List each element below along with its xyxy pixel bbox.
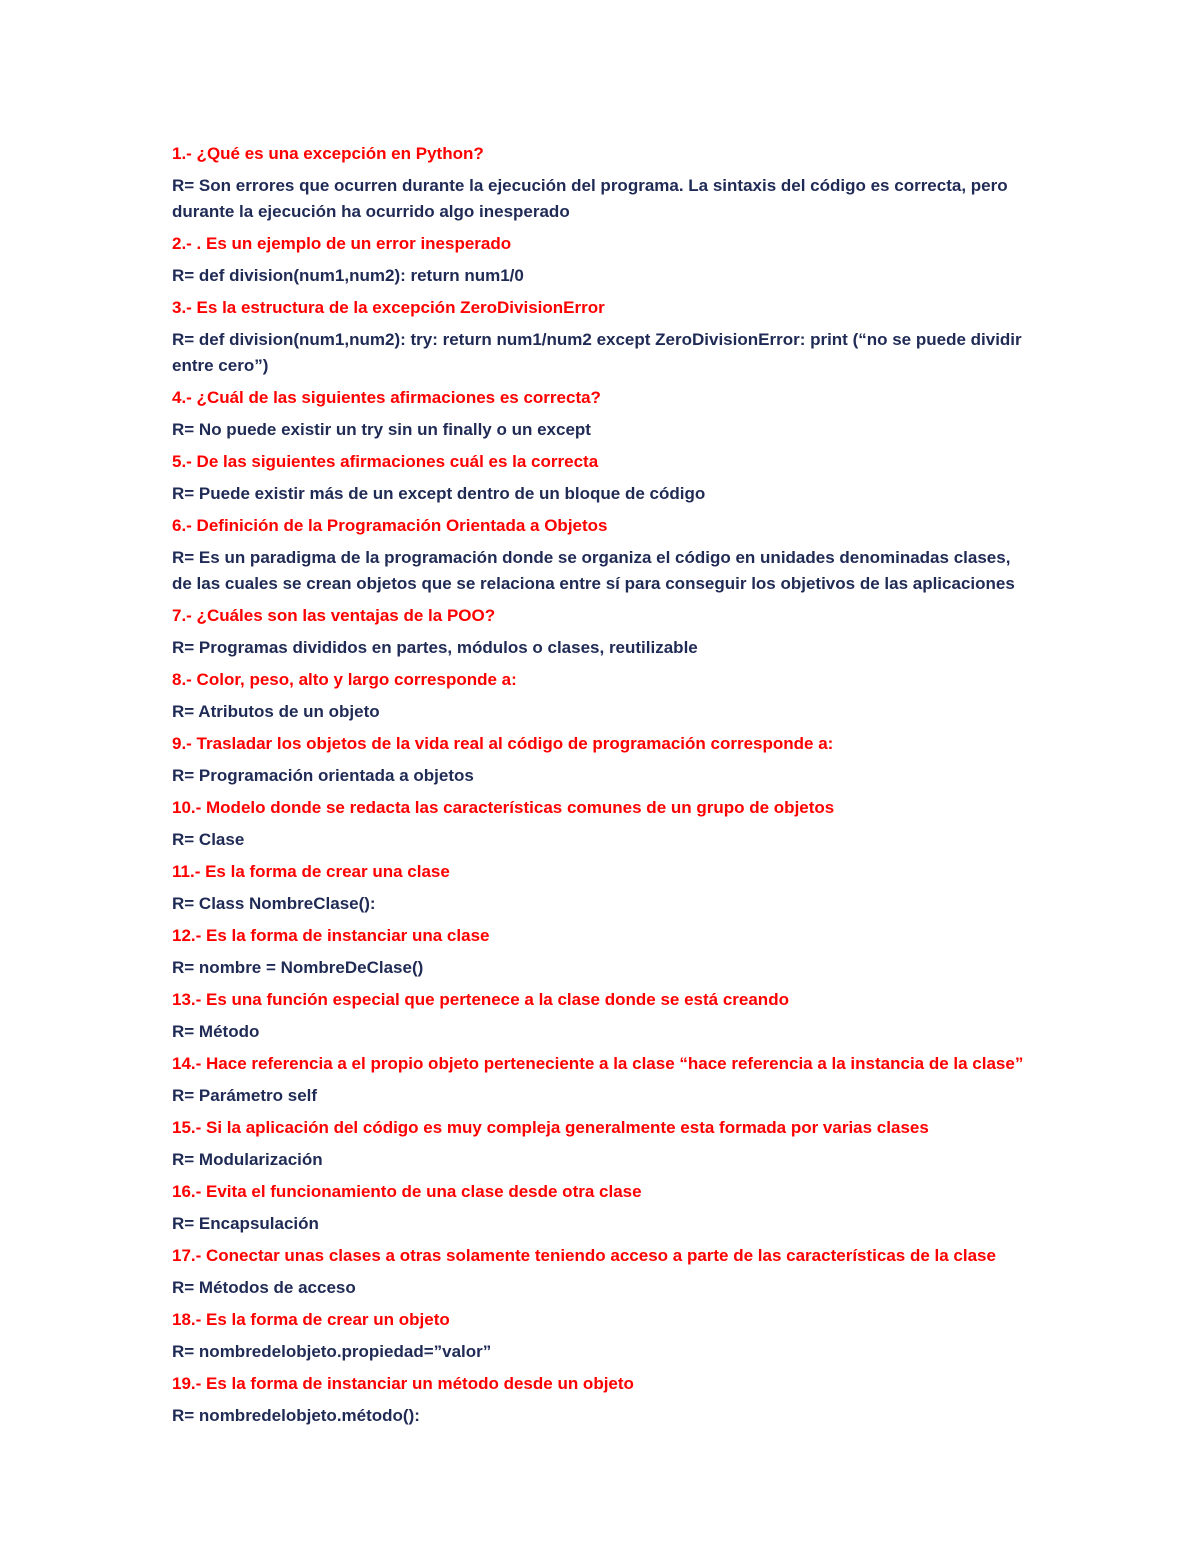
answer-text: R= Atributos de un objeto	[172, 702, 380, 721]
answer-text: R= def division(num1,num2): return num1/0	[172, 266, 524, 285]
answer-text: R= Clase	[172, 830, 245, 849]
question-text: 14.- Hace referencia a el propio objeto perteneciente a la clase “hace referencia a la instancia de la clase”	[172, 1054, 1024, 1073]
question-text: 5.- De las siguientes afirmaciones cuál es la correcta	[172, 452, 599, 471]
question-text: 18.- Es la forma de crear un objeto	[172, 1310, 450, 1329]
question-text: 12.- Es la forma de instanciar una clase	[172, 926, 490, 945]
answer-text: R= nombre = NombreDeClase()	[172, 958, 424, 977]
question-text: 11.- Es la forma de crear una clase	[172, 862, 450, 881]
question-text: 1.- ¿Qué es una excepción en Python?	[172, 144, 484, 163]
question-text: 13.- Es una función especial que pertenece a la clase donde se está creando	[172, 990, 789, 1009]
answer-text: R= Programas divididos en partes, módulos o clases, reutilizable	[172, 638, 698, 657]
question-text: 7.- ¿Cuáles son las ventajas de la POO?	[172, 606, 496, 625]
answer-text: R= Métodos de acceso	[172, 1278, 356, 1297]
answer-text: R= No puede existir un try sin un finally o un except	[172, 420, 591, 439]
question-text: 10.- Modelo donde se redacta las características comunes de un grupo de objetos	[172, 798, 835, 817]
question-text: 4.- ¿Cuál de las siguientes afirmaciones es correcta?	[172, 388, 601, 407]
question-text: 16.- Evita el funcionamiento de una clase desde otra clase	[172, 1182, 642, 1201]
answer-text: R= def division(num1,num2): try: return num1/num2 except ZeroDivisionError: print (“no se puede dividir entre cero”)	[172, 330, 1022, 375]
answer-text: R= Class NombreClase():	[172, 894, 376, 913]
qa-document	[172, 141, 1032, 1429]
answer-text: R= Son errores que ocurren durante la ejecución del programa. La sintaxis del código es correcta, pero durante la ejecución ha ocurrido algo inesperado	[172, 176, 1008, 221]
question-text: 17.- Conectar unas clases a otras solamente teniendo acceso a parte de las características de la clase	[172, 1246, 996, 1265]
answer-text: R= Modularización	[172, 1150, 323, 1169]
answer-text: R= Es un paradigma de la programación donde se organiza el código en unidades denominadas clases, de las cuales se crean objetos que se relaciona entre sí para conseguir los objetivos de las aplicaciones	[172, 548, 1015, 593]
answer-text: R= Parámetro self	[172, 1086, 318, 1105]
question-text: 9.- Trasladar los objetos de la vida real al código de programación corresponde a:	[172, 734, 834, 753]
question-text: 2.- . Es un ejemplo de un error inesperado	[172, 234, 512, 253]
question-text: 19.- Es la forma de instanciar un método desde un objeto	[172, 1374, 634, 1393]
answer-text: R= Programación orientada a objetos	[172, 766, 474, 785]
answer-text: R= Encapsulación	[172, 1214, 319, 1233]
question-text: 8.- Color, peso, alto y largo corresponde a:	[172, 670, 517, 689]
answer-text: R= nombredelobjeto.método():	[172, 1406, 420, 1425]
answer-text: R= Método	[172, 1022, 260, 1041]
question-text: 3.- Es la estructura de la excepción ZeroDivisionError	[172, 298, 605, 317]
question-text: 15.- Si la aplicación del código es muy compleja generalmente esta formada por varias clases	[172, 1118, 929, 1137]
question-text: 6.- Definición de la Programación Orientada a Objetos	[172, 516, 608, 535]
answer-text: R= nombredelobjeto.propiedad=”valor”	[172, 1342, 492, 1361]
answer-text: R= Puede existir más de un except dentro de un bloque de código	[172, 484, 706, 503]
